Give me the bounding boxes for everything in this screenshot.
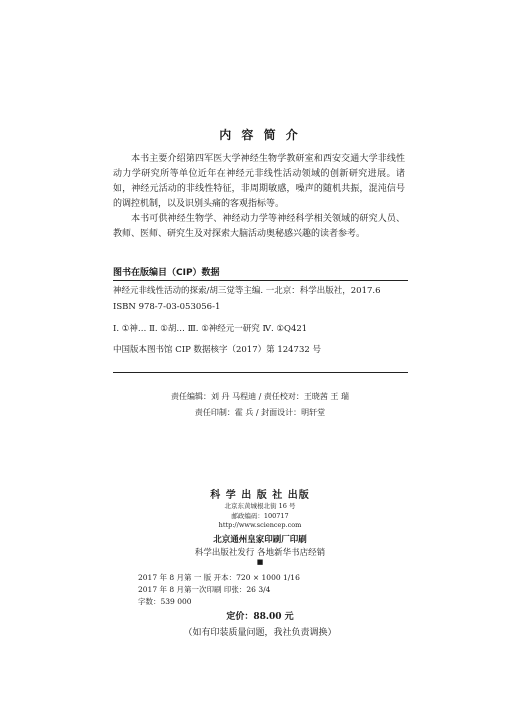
cip-record-number: 中国版本图书馆 CIP 数据核字（2017）第 124732 号 [113,345,321,355]
publisher-address: 北京东黄城根北街 16 号 [224,502,296,510]
cip-heading: 图书在版编目（CIP）数据 [113,268,220,278]
editor-credits: 责任编辑：刘 丹 马程迪 / 责任校对：王晓茜 王 瑞 [171,392,349,401]
printer: 北京通州皇家印刷厂印刷 [213,535,307,545]
cip-top-rule [113,280,408,281]
quality-notice: （如有印装质量问题，我社负责调换） [183,628,337,638]
publisher-name: 科 学 出 版 社 出版 [210,490,310,501]
price: 定价：88.00 元 [226,612,294,622]
printing-line: 2017 年 8 月第一次印刷 印张：26 3/4 [138,585,271,594]
cip-classification: Ⅰ. ①神… Ⅱ. ①胡… Ⅲ. ①神经元一研究 Ⅳ. ①Q421 [113,324,308,334]
publisher-url: http://www.sciencep.com [218,521,302,529]
cip-isbn: ISBN 978-7-03-053056-1 [113,302,221,312]
word-count: 字数：539 000 [138,597,192,606]
cip-title-line: 神经元非线性活动的探索/胡三觉等主编. 一北京：科学出版社，2017.6 [113,286,381,296]
separator-mark: ■ [256,558,264,566]
edition-line: 2017 年 8 月第 一 版 开本：720 × 1000 1/16 [138,573,300,582]
summary-paragraph-2: 本书可供神经生物学、神经动力学等神经科学相关领域的研究人员、教师、医师、研究生及对探索大脑活动奥秘感兴趣的读者参考。 [113,214,405,239]
publisher-postcode: 邮政编码：100717 [231,512,289,520]
production-credits: 责任印制：霍 兵 / 封面设计：明轩堂 [194,408,326,417]
cip-bottom-rule [113,372,408,373]
summary-paragraph-1: 本书主要介绍第四军医大学神经生物学教研室和西安交通大学非线性动力学研究所等单位近年在神经元非线性活动领域的创新研究进展。诸如，神经元活动的非线性特征，非周期敏感，噪声的随机共振，混沌信号的调控机制，以及识别头痛的客观指标等。 [113,154,405,209]
distributor: 科学出版社发行 各地新华书店经销 [194,548,326,558]
summary-title: 内 容 简 介 [219,128,301,142]
